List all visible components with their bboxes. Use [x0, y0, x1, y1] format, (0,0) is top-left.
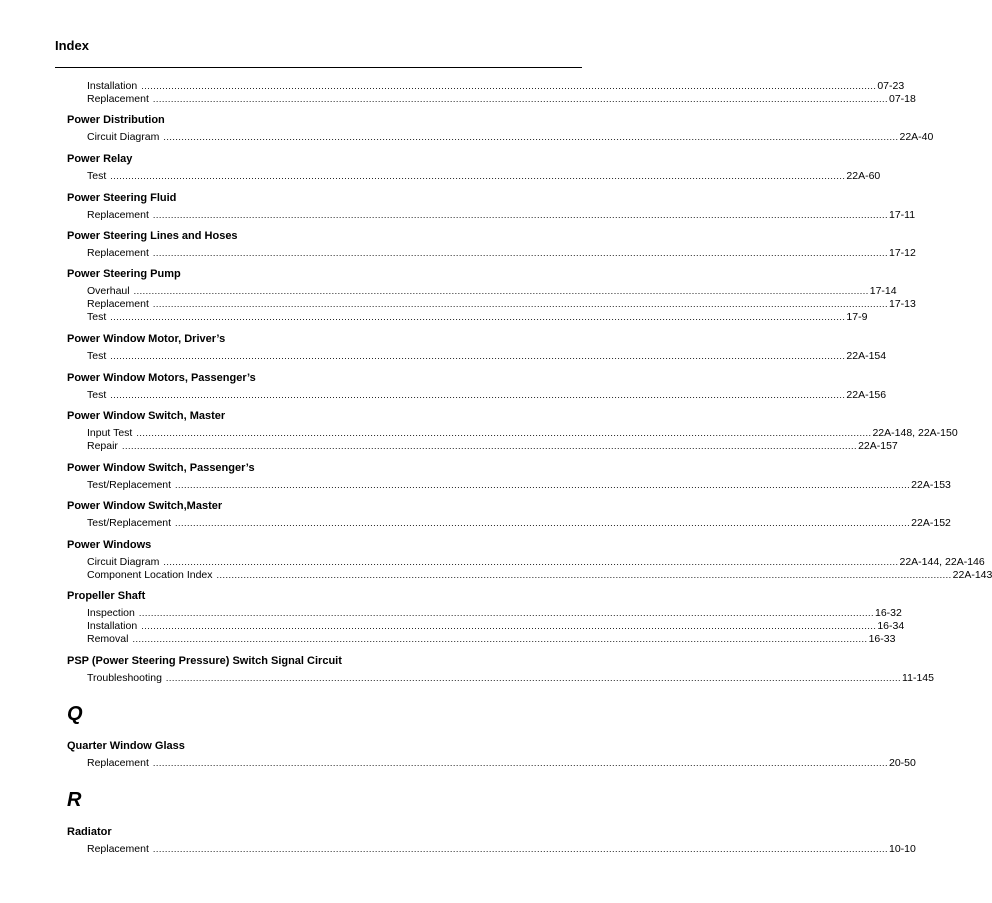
dot-leader: ..................................................................................................................................................................................................................................................... [175, 480, 911, 490]
dot-leader: ..................................................................................................................................................................................................................................................... [141, 81, 877, 91]
index-heading: Power Window Switch, Passenger’s [67, 462, 255, 474]
entry-label: Installation [87, 620, 138, 632]
entry-label: Replacement [87, 93, 149, 105]
entry-page-ref: 17-12 [889, 247, 916, 259]
index-heading: Radiator [67, 826, 112, 838]
dot-leader: ..................................................................................................................................................................................................................................................... [136, 428, 872, 438]
entry-page-ref: 17-9 [846, 311, 868, 323]
entry-label: Replacement [87, 757, 149, 769]
entry-page-ref: 22A-60 [846, 170, 881, 182]
dot-leader: ..................................................................................................................................................................................................................................................... [216, 570, 952, 580]
index-entry [87, 93, 916, 106]
entry-label: Overhaul [87, 285, 130, 297]
index-entry [87, 131, 934, 144]
index-heading: Power Window Motor, Driver’s [67, 333, 226, 345]
entry-label: Removal [87, 633, 129, 645]
index-entry [87, 80, 905, 93]
entry-label: Circuit Diagram [87, 556, 160, 568]
index-entry [87, 556, 985, 569]
entry-label: Replacement [87, 298, 149, 310]
dot-leader: ..................................................................................................................................................................................................................................................... [110, 351, 846, 361]
index-entry [87, 350, 887, 363]
index-entry [87, 389, 887, 402]
index-entry [87, 427, 958, 440]
index-entry [87, 620, 905, 633]
dot-leader: ..................................................................................................................................................................................................................................................... [152, 210, 888, 220]
index-entry [87, 843, 916, 856]
index-heading: Power Distribution [67, 114, 165, 126]
entry-label: Test/Replacement [87, 479, 172, 491]
dot-leader: ..................................................................................................................................................................................................................................................... [152, 94, 888, 104]
entry-page-ref: 22A-144, 22A-146 [899, 556, 985, 568]
dot-leader: ..................................................................................................................................................................................................................................................... [175, 518, 911, 528]
dot-leader: ..................................................................................................................................................................................................................................................... [165, 673, 902, 683]
entry-label: Circuit Diagram [87, 131, 160, 143]
section-letter: Q [67, 703, 83, 725]
index-heading: Power Window Switch,Master [67, 500, 223, 512]
section-letter: R [67, 789, 82, 811]
entry-page-ref: 22A-154 [846, 350, 887, 362]
entry-page-ref: 10-10 [889, 843, 916, 855]
dot-leader: ..................................................................................................................................................................................................................................................... [110, 390, 846, 400]
entry-page-ref: 22A-157 [858, 440, 898, 452]
entry-page-ref: 16-33 [868, 633, 896, 645]
entry-label: Troubleshooting [87, 672, 162, 684]
index-entry [87, 247, 916, 260]
index-entry [87, 757, 916, 770]
entry-label: Input Test [87, 427, 133, 439]
entry-page-ref: 17-13 [889, 298, 916, 310]
entry-page-ref: 17-14 [869, 285, 897, 297]
index-heading: PSP (Power Steering Pressure) Switch Signal Circuit [67, 655, 342, 667]
index-entry [87, 607, 902, 620]
entry-label: Replacement [87, 209, 149, 221]
entry-page-ref: 22A-148, 22A-150 [872, 427, 958, 439]
entry-page-ref: 17-11 [889, 209, 916, 221]
page-title: Index [55, 38, 89, 53]
entry-label: Test/Replacement [87, 517, 172, 529]
index-heading: Power Window Switch, Master [67, 410, 226, 422]
entry-label: Test [87, 311, 107, 323]
index-heading: Power Window Motors, Passenger’s [67, 372, 256, 384]
dot-leader: ..................................................................................................................................................................................................................................................... [138, 608, 874, 618]
entry-page-ref: 16-32 [875, 607, 902, 619]
entry-label: Installation [87, 80, 138, 92]
index-entry [87, 209, 916, 222]
entry-page-ref: 22A-40 [899, 131, 934, 143]
entry-page-ref: 07-18 [889, 93, 916, 105]
index-heading: Power Relay [67, 153, 133, 165]
entry-page-ref: 11-145 [902, 672, 934, 684]
index-entry [87, 517, 951, 530]
entry-page-ref: 20-50 [889, 757, 916, 769]
dot-leader: ..................................................................................................................................................................................................................................................... [132, 634, 868, 644]
entry-label: Replacement [87, 247, 149, 259]
index-entry [87, 311, 868, 324]
entry-page-ref: 07-23 [877, 80, 905, 92]
dot-leader: ..................................................................................................................................................................................................................................................... [133, 286, 869, 296]
index-entry [87, 298, 916, 311]
index-entry [87, 633, 896, 646]
index-heading: Quarter Window Glass [67, 740, 185, 752]
entry-label: Test [87, 350, 107, 362]
dot-leader: ..................................................................................................................................................................................................................................................... [163, 557, 899, 567]
entry-label: Test [87, 389, 107, 401]
index-entry [87, 440, 898, 453]
dot-leader: ..................................................................................................................................................................................................................................................... [152, 248, 888, 258]
entry-label: Test [87, 170, 107, 182]
dot-leader: ..................................................................................................................................................................................................................................................... [121, 441, 858, 451]
index-entry [87, 479, 951, 492]
index-entry [87, 170, 881, 183]
entry-label: Component Location Index [87, 569, 213, 581]
index-entry [87, 672, 934, 685]
entry-page-ref: 22A-156 [846, 389, 887, 401]
dot-leader: ..................................................................................................................................................................................................................................................... [152, 758, 888, 768]
dot-leader: ..................................................................................................................................................................................................................................................... [141, 621, 877, 631]
index-entry [87, 569, 992, 582]
entry-page-ref: 22A-152 [911, 517, 951, 529]
entry-label: Repair [87, 440, 118, 452]
index-heading: Propeller Shaft [67, 590, 146, 602]
entry-page-ref: 16-34 [877, 620, 905, 632]
entry-page-ref: 22A-143 [952, 569, 992, 581]
index-heading: Power Windows [67, 539, 152, 551]
dot-leader: ..................................................................................................................................................................................................................................................... [110, 171, 846, 181]
dot-leader: ..................................................................................................................................................................................................................................................... [152, 299, 888, 309]
index-heading: Power Steering Pump [67, 268, 181, 280]
dot-leader: ..................................................................................................................................................................................................................................................... [163, 132, 899, 142]
entry-page-ref: 22A-153 [911, 479, 951, 491]
index-heading: Power Steering Fluid [67, 192, 177, 204]
dot-leader: ..................................................................................................................................................................................................................................................... [152, 844, 888, 854]
entry-label: Inspection [87, 607, 135, 619]
dot-leader: ..................................................................................................................................................................................................................................................... [110, 312, 846, 322]
entry-label: Replacement [87, 843, 149, 855]
index-heading: Power Steering Lines and Hoses [67, 230, 238, 242]
index-entry [87, 285, 897, 298]
